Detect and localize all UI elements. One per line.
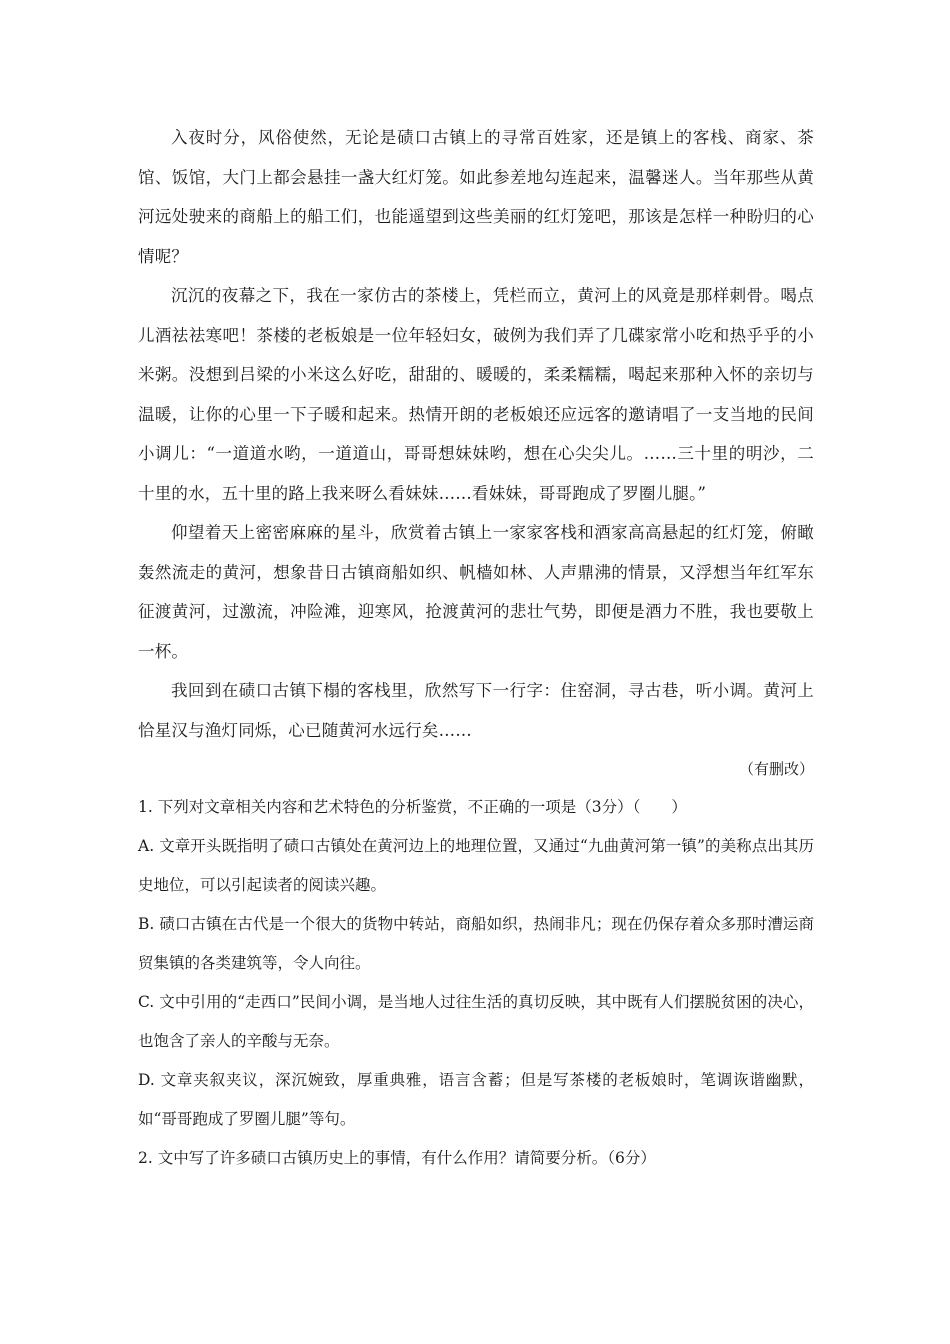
question-1-option-c: C. 文中引用的“走西口”民间小调，是当地人过往生活的真切反映，其中既有人们摆脱贫困的决心，也饱含了亲人的辛酸与无奈。 <box>138 993 814 1050</box>
question-1-stem: 1. 下列对文章相关内容和艺术特色的分析鉴赏，不正确的一项是（3分）（ ） <box>138 798 687 816</box>
source-note: （有删改） <box>738 760 814 778</box>
question-1-option-d: D. 文章夹叙夹议，深沉婉致，厚重典雅，语言含蓄；但是写茶楼的老板娘时，笔调诙谐幽默，如“哥哥跑成了罗圈儿腿”等句。 <box>138 1071 814 1128</box>
document-page <box>138 118 814 1178</box>
question-1-option-a: A. 文章开头既指明了碛口古镇处在黄河边上的地理位置，又通过“九曲黄河第一镇”的美称点出其历史地位，可以引起读者的阅读兴趣。 <box>138 837 814 894</box>
question-1-option-b: B. 碛口古镇在古代是一个很大的货物中转站，商船如织，热闹非凡；现在仍保存着众多那时漕运商贸集镇的各类建筑等，令人向往。 <box>138 915 814 972</box>
article-paragraph-3: 仰望着天上密密麻麻的星斗，欣赏着古镇上一家家客栈和酒家高高悬起的红灯笼，俯瞰轰然流走的黄河，想象昔日古镇商船如织、帆樯如林、人声鼎沸的情景，又浮想当年红军东征渡黄河，过激流，冲险滩，迎寒风，抢渡黄河的悲壮气势，即便是酒力不胜，我也要敬上一杯。 <box>138 523 814 661</box>
question-2-stem: 2. 文中写了许多碛口古镇历史上的事情，有什么作用？请简要分析。（6分） <box>138 1149 656 1167</box>
article-paragraph-1: 入夜时分，风俗使然，无论是碛口古镇上的寻常百姓家，还是镇上的客栈、商家、茶馆、饭馆，大门上都会悬挂一盏大红灯笼。如此参差地勾连起来，温馨迷人。当年那些从黄河远处驶来的商船上的船工们，也能遥望到这些美丽的红灯笼吧，那该是怎样一种盼归的心情呢？ <box>138 128 814 266</box>
article-paragraph-4: 我回到在碛口古镇下榻的客栈里，欣然写下一行字：住窑洞，寻古巷，听小调。黄河上恰星汉与渔灯同烁，心已随黄河水远行矣…… <box>138 681 814 740</box>
article-paragraph-2: 沉沉的夜幕之下，我在一家仿古的茶楼上，凭栏而立，黄河上的风竟是那样刺骨。喝点儿酒祛祛寒吧！茶楼的老板娘是一位年轻妇女，破例为我们弄了几碟家常小吃和热乎乎的小米粥。没想到吕梁的小米这么好吃，甜甜的、暖暖的，柔柔糯糯，喝起来那种入怀的亲切与温暖，让你的心里一下子暖和起来。热情开朗的老板娘还应远客的邀请唱了一支当地的民间小调儿：“一道道水哟，一道道山，哥哥想妹妹哟，想在心尖尖儿。……三十里的明沙，二十里的水，五十里的路上我来呀么看妹妹……看妹妹，哥哥跑成了罗圈儿腿。” <box>138 286 814 503</box>
